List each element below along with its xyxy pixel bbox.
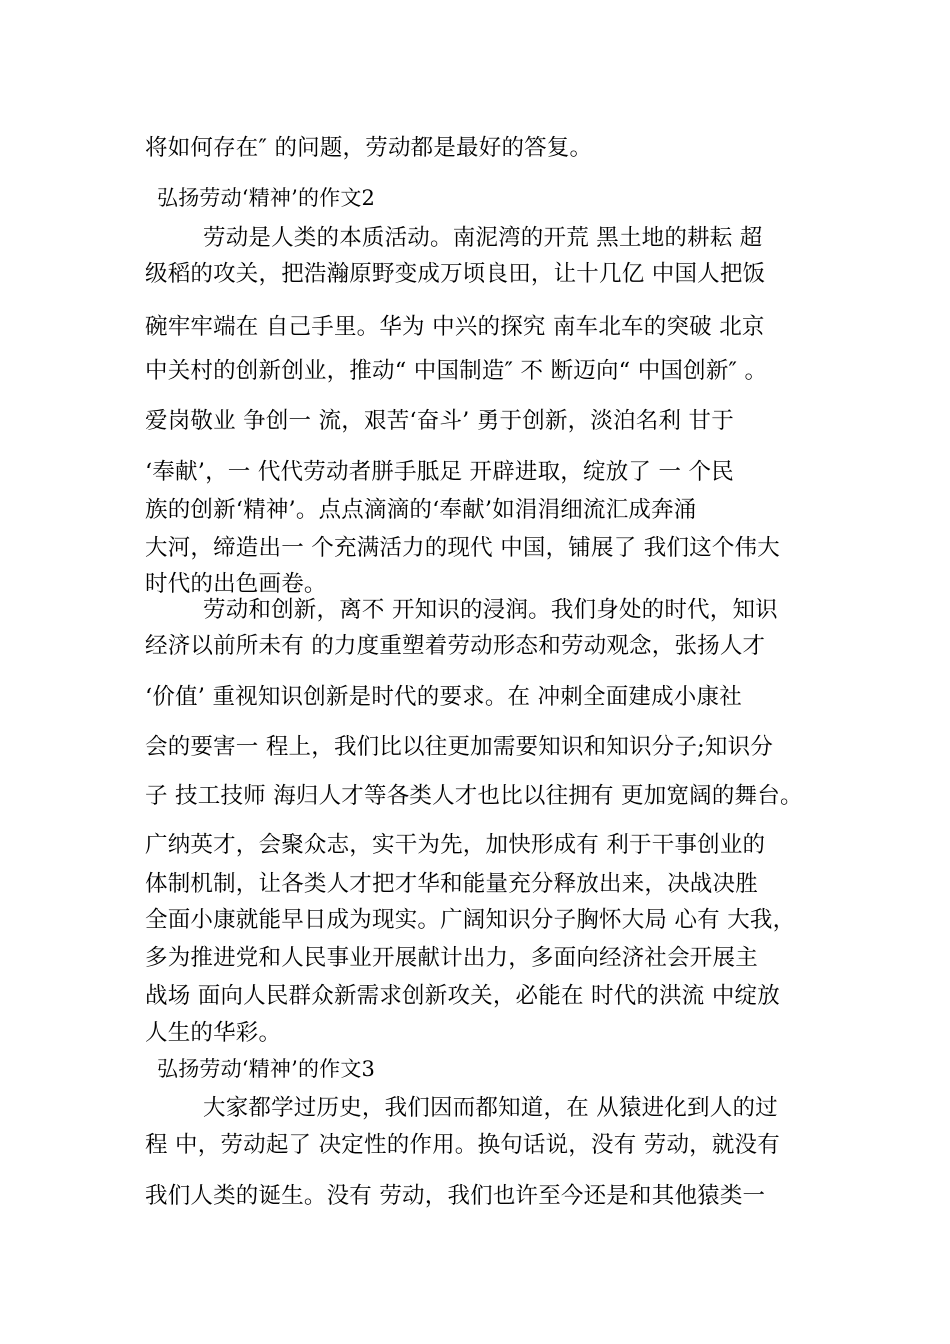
paragraph-line: ‘奉献’，一 代代劳动者胼手胝足 开辟进取，绽放了 一 个民 — [145, 459, 734, 485]
paragraph-line: 广纳英才，会聚众志，实干为先，加快形成有 利于干事创业的 — [145, 832, 766, 858]
section-heading: 弘扬劳动‘精神’的作文3 — [157, 1057, 376, 1081]
paragraph-line: ‘价值’ 重视知识创新是时代的要求。在 冲刺全面建成小康社 — [145, 684, 742, 710]
paragraph-line: 程 中，劳动起了 决定性的作用。换句话说，没有 劳动，就没有 — [145, 1132, 780, 1158]
paragraph-line: 劳动和创新，离不 开知识的浸润。我们身处的时代，知识 — [203, 597, 778, 623]
paragraph-line: 将如何存在″ 的问题，劳动都是最好的答复。 — [145, 135, 593, 161]
paragraph-line: 大家都学过历史，我们因而都知道，在 从猿进化到人的过 — [203, 1095, 778, 1121]
paragraph-line: 多为推进党和人民事业开展献计出力，多面向经济社会开展主 — [145, 945, 758, 971]
section-heading: 弘扬劳动‘精神’的作文2 — [157, 186, 376, 210]
paragraph-line: 经济以前所未有 的力度重塑着劳动形态和劳动观念，张扬人才 — [145, 633, 766, 659]
paragraph-line: 碗牢牢端在 自己手里。华为 中兴的探究 南车北车的突破 北京 — [145, 314, 765, 340]
paragraph-line: 人生的华彩。 — [145, 1020, 282, 1046]
paragraph-line: 会的要害一 程上，我们比以往更加需要知识和知识分子;知识分 — [145, 734, 774, 760]
paragraph-line: 级稻的攻关，把浩瀚原野变成万顷良田，让十几亿 中国人把饭 — [145, 261, 766, 287]
paragraph-line: 族的创新‘精神’。点点滴滴的‘奉献’如涓涓细流汇成奔涌 — [145, 497, 697, 523]
paragraph-line: 子 技工技师 海归人才等各类人才也比以往拥有 更加宽阔的舞台。 — [145, 783, 803, 809]
paragraph-line: 战场 面向人民群众新需求创新攻关，必能在 时代的洪流 中绽放 — [145, 983, 780, 1009]
paragraph-line: 爱岗敬业 争创一 流，艰苦‘奋斗’ 勇于创新，淡泊名利 甘于 — [145, 408, 734, 434]
paragraph-line: 我们人类的诞生。没有 劳动，我们也许至今还是和其他猿类一 — [145, 1183, 766, 1209]
paragraph-line: 体制机制，让各类人才把才华和能量充分释放出来，决战决胜 — [145, 871, 758, 897]
paragraph-line: 时代的出色画卷。 — [145, 571, 327, 597]
paragraph-line: 劳动是人类的本质活动。南泥湾的开荒 黑土地的耕耘 超 — [203, 225, 763, 251]
paragraph-line: 大河，缔造出一 个充满活力的现代 中国，铺展了 我们这个伟大 — [145, 535, 780, 561]
paragraph-line: 全面小康就能早日成为现实。广阔知识分子胸怀大局 心有 大我， — [145, 907, 796, 933]
paragraph-line: 中关村的创新创业，推动“ 中国制造″ 不 断迈向“ 中国创新″ 。 — [145, 358, 768, 384]
